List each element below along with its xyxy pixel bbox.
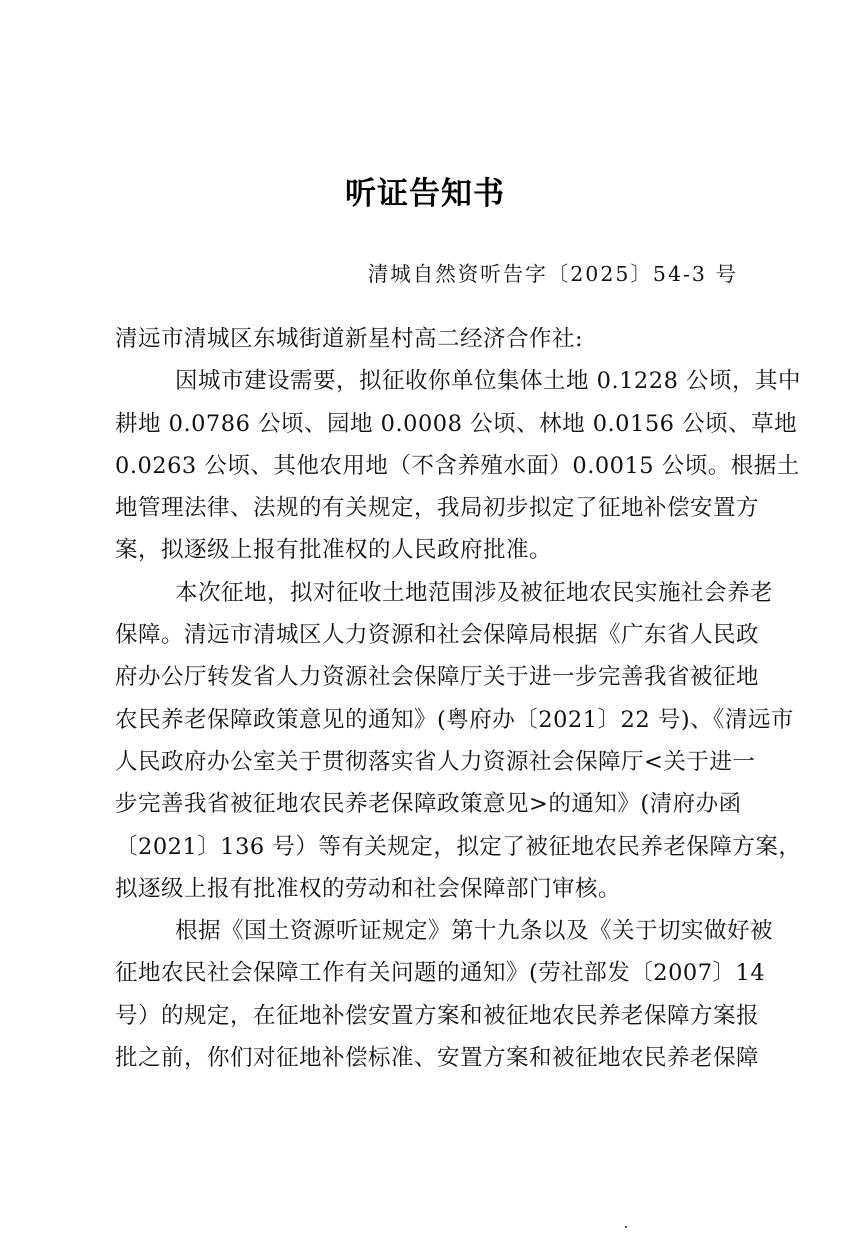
paragraph-line: 农民养老保障政策意见的通知》(粤府办〔2021〕22 号)、《清远市: [115, 706, 794, 733]
scan-speck: [625, 1226, 627, 1228]
paragraph-line: 号）的规定，在征地补偿安置方案和被征地农民养老保障方案报: [115, 1002, 760, 1029]
paragraph-2: [115, 572, 802, 910]
paragraph-line: 因城市建设需要，拟征收你单位集体土地 0.1228 公顷，其中: [175, 368, 802, 395]
paragraph-line: 〔2021〕136 号）等有关规定，拟定了被征地农民养老保障方案，: [115, 833, 802, 860]
paragraph-line: 人民政府办公室关于贯彻落实省人力资源社会保障厅<关于进一: [115, 748, 756, 775]
paragraph-line: 府办公厅转发省人力资源社会保障厅关于进一步完善我省被征地: [115, 664, 760, 691]
paragraph-line: 地管理法律、法规的有关规定，我局初步拟定了征地补偿安置方: [115, 495, 760, 522]
paragraph-1: [115, 360, 802, 571]
document-number: 清城自然资听告字〔2025〕54-3 号: [367, 262, 738, 286]
paragraph-3: [115, 910, 774, 1079]
paragraph-line: 根据《国土资源听证规定》第十九条以及《关于切实做好被: [175, 918, 774, 945]
paragraph-line: 批之前，你们对征地补偿标准、安置方案和被征地农民养老保障: [115, 1045, 760, 1072]
paragraph-line: 拟逐级上报有批准权的劳动和社会保障部门审核。: [115, 875, 622, 902]
paragraph-line: 案，拟逐级上报有批准权的人民政府批准。: [115, 537, 553, 564]
paragraph-line: 步完善我省被征地农民养老保障政策意见>的通知》(清府办函: [115, 791, 742, 818]
paragraph-line: 本次征地，拟对征收土地范围涉及被征地农民实施社会养老: [175, 579, 774, 606]
document-body: [115, 318, 802, 1079]
document-title: 听证告知书: [345, 176, 505, 212]
addressee: 清远市清城区东城街道新星村高二经济合作社:: [115, 326, 584, 352]
paragraph-line: 0.0263 公顷、其他农用地（不含养殖水面）0.0015 公顷。根据土: [115, 452, 800, 479]
paragraph-line: 耕地 0.0786 公顷、园地 0.0008 公顷、林地 0.0156 公顷、草地: [115, 410, 798, 437]
paragraph-line: 征地农民社会保障工作有关问题的通知》(劳社部发〔2007〕14: [115, 960, 766, 987]
paragraph-line: 保障。清远市清城区人力资源和社会保障局根据《广东省人民政: [115, 622, 760, 649]
